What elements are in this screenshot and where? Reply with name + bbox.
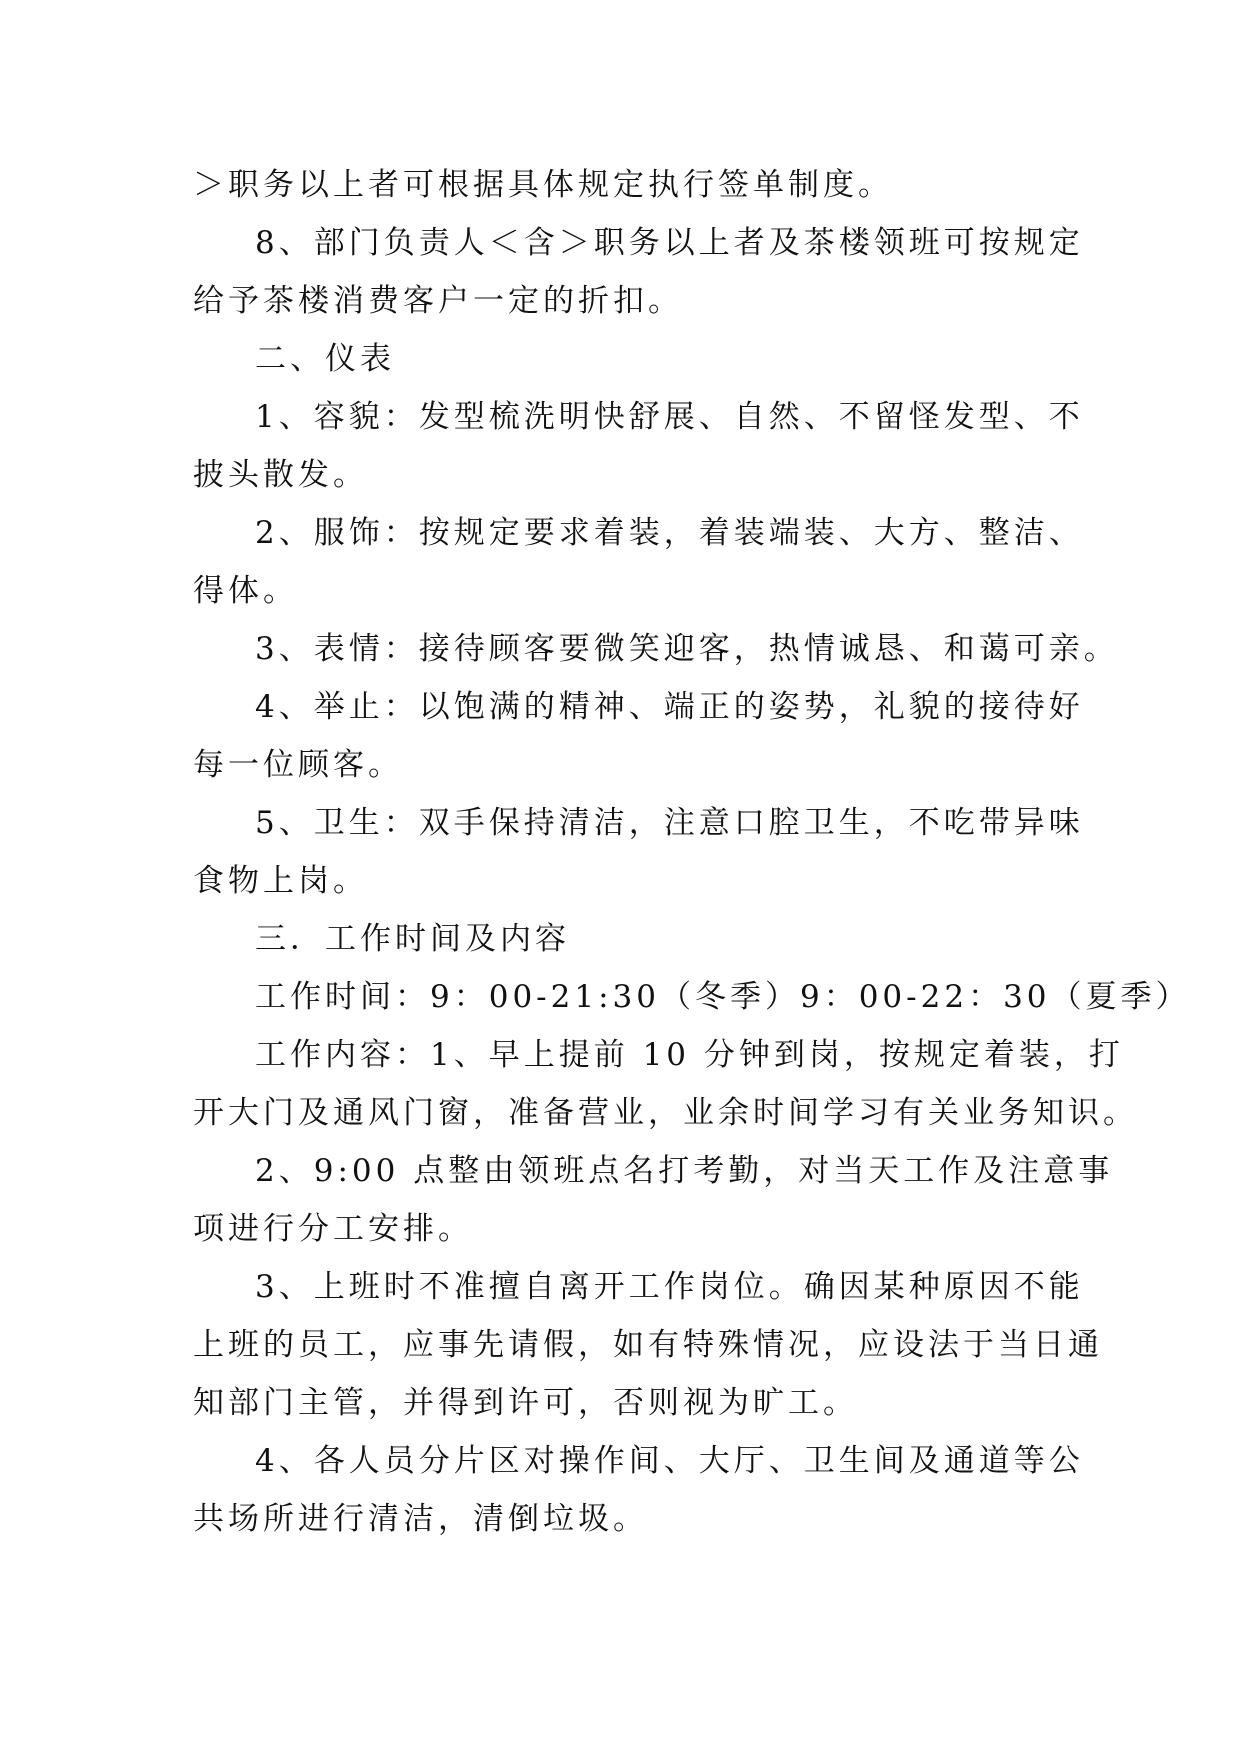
text-line: 2、9:00 点整由领班点名打考勤，对当天工作及注意事 [255, 1153, 1114, 1189]
text-line: 5、卫生：双手保持清洁，注意口腔卫生，不吃带异味 [255, 805, 1084, 841]
document-body [193, 156, 1191, 1548]
text-line: 上班的员工，应事先请假，如有特殊情况，应设法于当日通 [193, 1327, 1103, 1363]
text-line: 给予茶楼消费客户一定的折扣。 [193, 283, 683, 319]
text-line: 共场所进行清洁，清倒垃圾。 [193, 1501, 648, 1537]
text-line: 3、上班时不准擅自离开工作岗位。确因某种原因不能 [255, 1269, 1084, 1305]
text-line: 三．工作时间及内容 [255, 921, 570, 957]
text-line: 1、容貌：发型梳洗明快舒展、自然、不留怪发型、不 [255, 399, 1084, 435]
text-line: ＞职务以上者可根据具体规定执行签单制度。 [193, 167, 893, 203]
text-line: 4、各人员分片区对操作间、大厅、卫生间及通道等公 [255, 1443, 1084, 1479]
text-line: 工作内容：1、早上提前 10 分钟到岗，按规定着装，打 [255, 1037, 1124, 1073]
text-line: 披头散发。 [193, 457, 368, 493]
text-line: 二、仪表 [255, 341, 395, 377]
text-line: 项进行分工安排。 [193, 1211, 473, 1247]
text-line: 2、服饰：按规定要求着装，着装端装、大方、整洁、 [255, 515, 1084, 551]
text-line: 开大门及通风门窗，准备营业，业余时间学习有关业务知识。 [193, 1095, 1138, 1131]
text-line: 每一位顾客。 [193, 747, 403, 783]
text-line: 得体。 [193, 573, 298, 609]
text-line: 4、举止：以饱满的精神、端正的姿势，礼貌的接待好 [255, 689, 1084, 725]
text-line: 工作时间：9：00-21:30（冬季）9：00-22：30（夏季） [255, 979, 1191, 1015]
text-line: 食物上岗。 [193, 863, 368, 899]
text-line: 8、部门负责人＜含＞职务以上者及茶楼领班可按规定 [255, 225, 1084, 261]
text-line: 3、表情：接待顾客要微笑迎客，热情诚恳、和蔼可亲。 [255, 631, 1119, 667]
text-line: 知部门主管，并得到许可，否则视为旷工。 [193, 1385, 858, 1421]
